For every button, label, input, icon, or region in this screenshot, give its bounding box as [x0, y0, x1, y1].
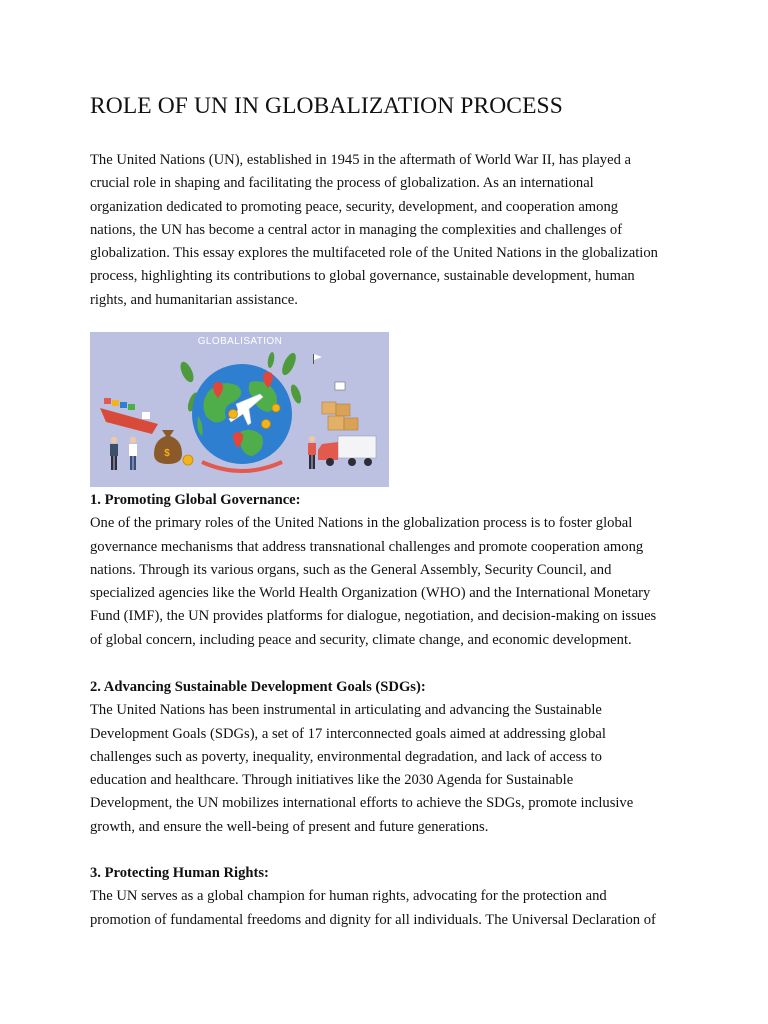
section-line: nations. Through its various organs, such as the General Assembly, Security Council, and	[90, 561, 612, 578]
section-line: The UN serves as a global champion for human rights, advocating for the protection and	[90, 888, 607, 905]
section-line: Development, the UN mobilizes international efforts to achieve the SDGs, promote inclusive	[90, 795, 634, 812]
svg-text:$: $	[164, 448, 170, 459]
intro-line: crucial role in shaping and facilitating the process of globalization. As an international	[90, 175, 594, 192]
globalisation-illustration	[90, 332, 389, 487]
section-heading: 3. Protecting Human Rights:	[90, 865, 269, 881]
section-1	[90, 489, 656, 652]
intro-line: organization dedicated to promoting peace, security, development, and cooperation among	[90, 198, 619, 215]
globalisation-illustration-svg	[90, 332, 389, 487]
section-line: Development Goals (SDGs), a set of 17 interconnected goals aimed at addressing global	[90, 725, 606, 742]
intro-paragraph	[90, 149, 658, 312]
section-line: governance mechanisms that address transnational challenges and promote cooperation among	[90, 538, 644, 555]
section-line: One of the primary roles of the United Nations in the globalization process is to foster global	[90, 515, 633, 532]
intro-line: globalization. This essay explores the multifaceted role of the United Nations in the globalization	[90, 245, 658, 262]
section-line: promotion of fundamental freedoms and dignity for all individuals. The Universal Declaration of	[90, 911, 656, 928]
section-line: growth, and ensure the well-being of present and future generations.	[90, 818, 489, 835]
section-line: The United Nations has been instrumental in articulating and advancing the Sustainable	[90, 702, 602, 719]
section-heading: 2. Advancing Sustainable Development Goals (SDGs):	[90, 679, 426, 695]
document-title: ROLE OF UN IN GLOBALIZATION PROCESS	[90, 93, 563, 119]
intro-line: The United Nations (UN), established in 1945 in the aftermath of World War II, has played a	[90, 152, 631, 168]
banner-text: GLOBALISATION	[197, 336, 283, 347]
intro-line: nations, the UN has become a central actor in managing the complexities and challenges of	[90, 221, 623, 238]
intro-line: process, highlighting its contributions to global governance, sustainable development, human	[90, 268, 635, 285]
section-line: specialized agencies like the World Health Organization (WHO) and the International Monetary	[90, 585, 651, 602]
intro-line: rights, and humanitarian assistance.	[90, 291, 298, 308]
section-heading: 1. Promoting Global Governance:	[90, 492, 301, 508]
section-3	[90, 862, 656, 932]
section-line: challenges such as poverty, inequality, environmental degradation, and lack of access to	[90, 748, 602, 765]
section-line: education and healthcare. Through initiatives like the 2030 Agenda for Sustainable	[90, 772, 574, 789]
section-line: Fund (IMF), the UN provides platforms for dialogue, negotiation, and decision-making on issues	[90, 608, 657, 625]
section-2	[90, 676, 633, 839]
section-line: of global concern, including peace and security, climate change, and economic development.	[90, 631, 632, 648]
